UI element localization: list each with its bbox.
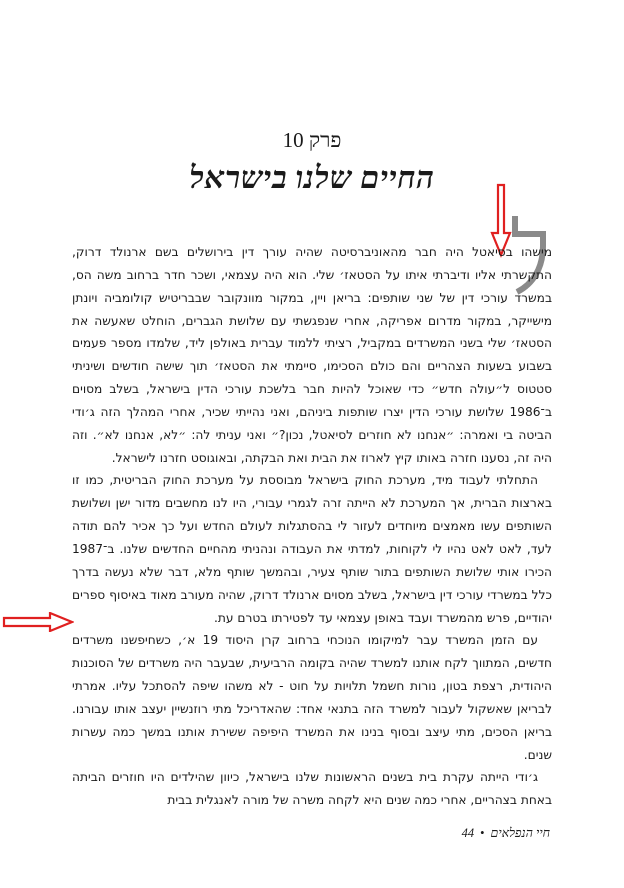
paragraph-1: מישהו בסיאטל היה חבר מהאוניברסיטה שהיה עורך דין בירושלים בשם ארנולד דרוק, התקשרתי אליו ודיברתי איתו על הסטאז׳ שלי. הוא היה עצמאי, ושכר חדר ברחוב משה הס, במשרד עורכי דין של שני שותפים: בריאן ויין, במקור מוונקובר שבבריטיש קולומביה ויונתן מישייקר, במקור מדרום אפריקה, אחרי שנפגשתי עם שלושת הגברים, הוחלט שאעשה את הסטאז׳ שלי בשני המשרדים במקביל, רציתי ללמוד עברית באולפן ליד, שלמדו מספר פעמים בשבוע בשעות הצהריים והם כולם הסכימו, סיימתי את הסטאז׳ תוך שישה חודשים ושיניתי סטטוס ל״עולה חדש״ כדי שאוכל להיות חבר בלשכת עורכי הדין בישראל, בשלב מסוים ב־1986 שלושת עורכי הדין יצרו שותפות ביניהם, ואני נהייתי שכיר, אחרי המהלך הזה ג׳ודי הביטה בי ואמרה: ״אנחנו לא חוזרים לסיאטל, נכון?״ ואני עניתי לה: ״לא, אנחנו לא״. וזה היה זה, נסענו חזרה באותו קיץ לארוז את הבית ואת הבקתה, ובאוגוסט חזרנו לישראל. — [72, 245, 552, 465]
paragraph-4: ג׳ודי הייתה עקרת בית בשנים הראשונות שלנו בישראל, כיוון שהילדים היו חוזרים הביתה באחת בצהריים, אחרי כמה שנים היא לקחה משרה של מורה לאנגלית בבית — [72, 770, 552, 808]
paragraph-3: עם הזמן המשרד עבר למיקומו הנוכחי ברחוב קרן היסוד 19 א׳, כשחיפשנו משרדים חדשים, המתווך לקח אותנו למשרד שהיה בקומה הרביעית, שבעבר היה משרדים של הסוכנות היהודית, רצפת בטון, נורות חשמל תלויות על חוט - לא משהו שיפה להסתכל עליו. אמרתי לבריאן שאשקול לעבור למשרד הזה בתנאי אחד: שהאדריכל מתי רוזנשיין יעצב אותו עבורנו. בריאן הסכים, מתי עיצב ובסוף בנינו את המשרד היפיפה ששירת אותנו במשך כמה עשרות שנים. — [72, 633, 552, 762]
annotation-arrow-left-icon — [2, 612, 74, 632]
drop-cap-letter: ל — [503, 212, 504, 213]
footer-separator: • — [480, 826, 485, 840]
chapter-body-text — [72, 241, 552, 812]
chapter-label: פרק 10 — [282, 128, 342, 152]
paragraph-2: התחלתי לעבוד מיד, מערכת החוק בישראל מבוססת על מערכת החוק הבריטית, כמו זו בארצות הברית, אך המערכת לא הייתה זרה לגמרי עבורי, היו לנו מחשבים מדור ישן ושלושת השותפים עשו מאמצים מיוחדים לעזור לי בהסתגלות לעולם החדש ועל כך אכיר להם תודה לעד, לאט לאט נהיו לי לקוחות, למדתי את העבודה ונהניתי מהחיים החדשים שלנו. ב־1987 הכירו אותי שלושת השותפים בתור שותף צעיר, ובהמשך שותף מלא, דבר שלא נעשה בדרך כלל במשרדי עורכי דין בישראל, בשלב מסוים ארנולד דרוק, שהיה מעורב מאוד באיסוף ספרים יהודיים, פרש מהמשרד ועבד באופן עצמאי עד לפטירתו בטרם עת. — [72, 473, 552, 625]
chapter-title: החיים שלנו בישראל — [189, 160, 435, 195]
page-number: 44 — [461, 826, 475, 840]
book-title: חיי הנפלאים — [490, 826, 550, 840]
page-footer — [0, 826, 550, 841]
